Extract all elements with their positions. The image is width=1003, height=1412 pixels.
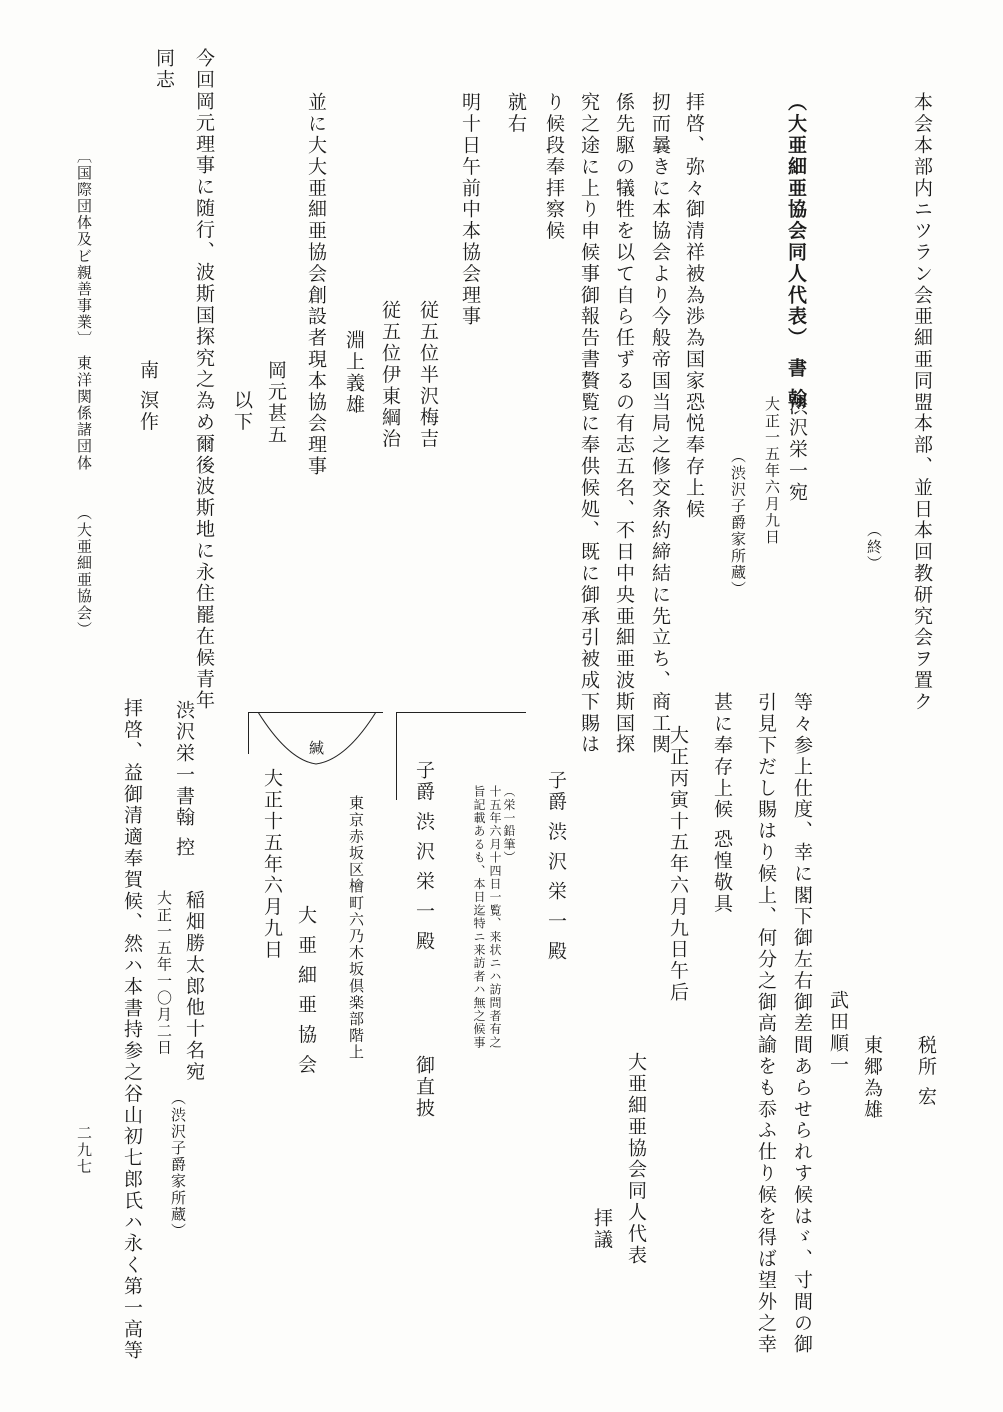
doc2-body-line: 扨而曩きに本協会より今般帝国当局之修交条約締結に先立ち、商工関 [649,92,671,756]
doc2-body-line: り候段奉拝察候 [543,92,565,242]
doc2-title: （大亜細亜協会同人代表） 書 翰 [785,92,807,410]
doc2-ika: 以下 [231,390,253,433]
doc2-signer-suffix: 拝議 [591,1208,613,1251]
envelope-date: 大正十五年六月九日 [261,768,283,961]
doc3-source: （渋沢子爵家所蔵） [169,1090,187,1240]
annotation-line: （栄一鉛筆） [502,785,516,865]
doc2-body3-line: 甚に奉存上候 恐惶敬具 [711,692,733,915]
doc2-founder-line: 並に大大亜細亜協会創設者現本協会理事 [305,92,327,478]
doc3-body: 拝啓、益御清適奉賀候、然ハ本書持参之谷山初七郎氏ハ永く第一高等 [121,698,143,1362]
envelope-back-left-rule [248,712,249,754]
doc2-name: 淵上義雄 [343,330,365,416]
doc2-name2: 東郷為雄 [861,1035,883,1121]
doc2-body-line: 拝啓、弥々御清祥被為渉為国家恐悦奉存上候 [683,92,705,520]
envelope-top-rule [396,712,526,713]
doc2-body-line: 究之途に上り申候事御報告書贅覧に奉供候処、既に御承引被成下賜は [578,92,600,756]
doc2-name2: 武田順一 [827,990,849,1076]
doc2-body2-line: 同志 [153,48,175,91]
section-header-label: 〔国際団体及ビ親善事業〕 [75,148,93,348]
doc2-body2-line: 今回岡元理事に随行、波斯国探究之為め爾後波斯地に永住罷在候青年 [193,48,215,712]
doc2-name2: 税所 宏 [915,1035,937,1108]
doc2-signer: 大亜細亜協会同人代表 [625,1052,647,1266]
doc2-name: 従五位半沢梅吉 [417,300,439,450]
page-number: 二九七 [75,1125,93,1175]
envelope-addressee: 子爵 渋 沢 栄 一 殿 [413,760,435,952]
doc2-name2: 南 溟作 [137,360,159,433]
annotation-line: 十五年六月十四日一覧、来状ニハ訪問者有之 [488,785,502,1049]
doc2-source: （渋沢子爵家所蔵） [729,448,747,598]
section-header-title: 東洋関係諸団体 [75,355,93,472]
doc2-body-line: 明十日午前中本協会理事 [459,92,481,328]
doc2-body-line: 就右 [505,92,527,135]
doc2-recipient: 渋沢栄一宛 [786,396,808,503]
envelope-right-rule [396,712,397,800]
doc2-body-line: 係先駆の犠牲を以て自ら任ずるの有志五名、不日中央亜細亜波斯国探 [613,92,635,756]
doc3-recipient: 稲畑勝太郎他十名宛 [183,890,205,1083]
doc2-okamoto: 岡元甚五 [265,360,287,446]
doc2-body3-line: 等々参上仕度、幸に閣下御左右御差間あらせられす候はゞ、寸間の御 [791,692,813,1356]
doc2-addressee: 子爵 渋 沢 栄 一 殿 [545,770,567,962]
section-header-sub: （大亜細亜協会） [75,505,93,638]
doc2-name: 従五位伊東綱治 [379,300,401,450]
envelope-sender-address: 東京赤坂区檜町六乃木坂倶楽部階上 [347,795,365,1061]
doc3-date: 大正一五年一〇月二日 [155,890,173,1056]
doc1-end-mark: （終） [865,522,883,572]
doc3-title: 渋沢栄一書翰 控 [173,700,195,859]
doc2-date: 大正一五年六月九日 [763,396,781,546]
envelope-direct: 御直披 [413,1055,435,1120]
envelope-seal: 緘 [307,740,325,757]
doc2-date-full: 大正丙寅十五年六月九日午后 [667,725,689,1004]
envelope-sender: 大 亜 細 亜 協 会 [295,905,317,1076]
doc2-body3-line: 引見下だし賜はり候上、何分之御高諭をも忝ふ仕り候を得ば望外之幸 [755,692,777,1356]
annotation-line: 旨記載あるも、本日迄特ニ来訪者ハ無之候事 [472,785,486,1049]
doc1-heading: 本会本部内ニツラン会亜細亜同盟本部、並日本回教研究会ヲ置ク [911,92,933,713]
